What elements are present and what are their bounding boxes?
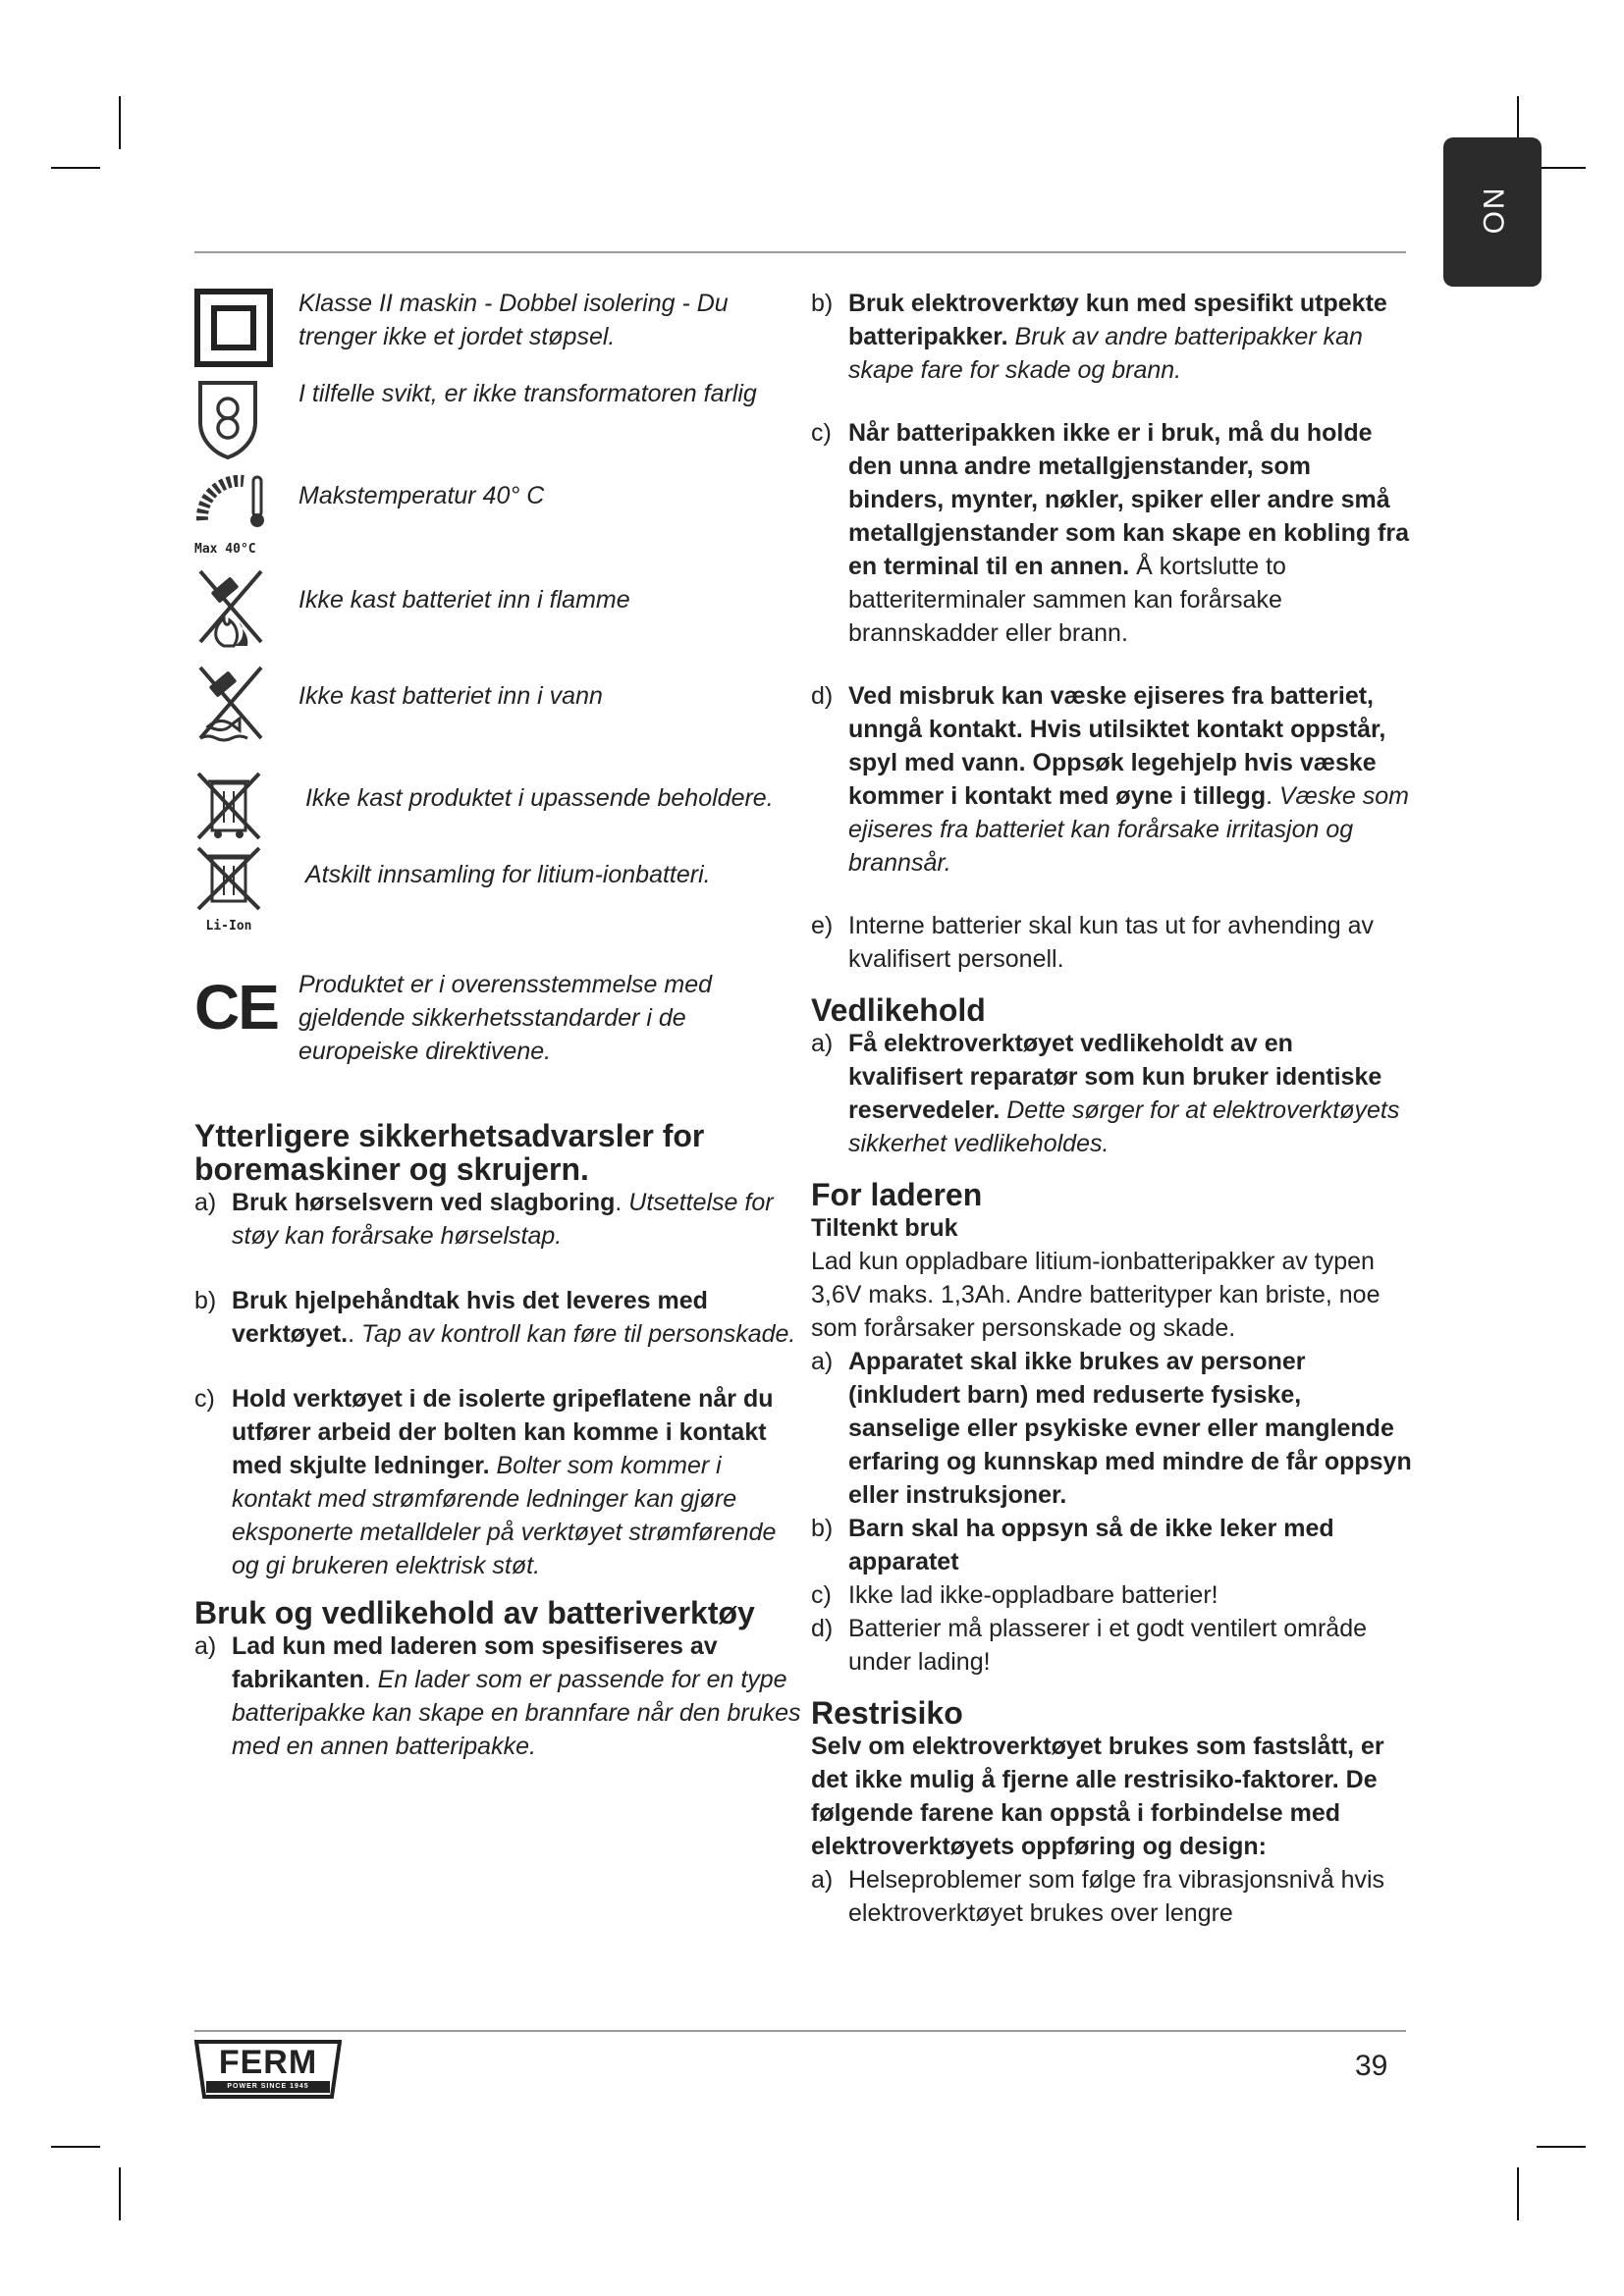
item-label: c): [811, 1581, 832, 1609]
item-label: e): [811, 912, 834, 939]
symbol-text: I tilfelle svikt, er ikke transformatoren farlig: [298, 380, 757, 407]
item-label: a): [811, 1348, 834, 1375]
section-title-charger: For laderen: [811, 1177, 983, 1212]
item-italic: En lader som er passende for en type batteripakke kan skape en brannfare når den brukes med en annen batteripakke.: [232, 1666, 801, 1760]
language-code: NO: [1477, 187, 1509, 237]
symbol-row: [194, 669, 803, 770]
item-normal: .: [363, 1666, 371, 1693]
symbol-text: Produktet er i overensstemmelse med gjeldende sikkerhetsstandarder i de europeiske direktivene.: [298, 971, 713, 1065]
crop-mark: [119, 96, 121, 149]
class-ii-icon: [194, 289, 273, 367]
item-italic: Dette sørger for at elektroverktøyets sikkerhet vedlikeholdes.: [848, 1096, 1400, 1157]
item-normal: Batterier må plasserer i et godt ventilert område under lading!: [848, 1615, 1368, 1676]
item-normal: .: [348, 1320, 355, 1348]
section-subtitle-charger: Tiltenkt bruk: [811, 1214, 958, 1242]
top-rule: [194, 251, 1406, 253]
crossed-bin-icon: [194, 770, 263, 842]
item-label: a): [194, 1189, 217, 1216]
list-item: [194, 1629, 803, 1763]
crop-mark: [1517, 2167, 1519, 2220]
list-item: [811, 1027, 1412, 1160]
section-title-battery: Bruk og vedlikehold av batteriverktøy: [194, 1595, 755, 1630]
ferm-logo: [194, 2038, 342, 2101]
symbol-row: [194, 473, 803, 571]
bottom-rule: [194, 2030, 1406, 2032]
list-item: [811, 1345, 1412, 1512]
symbol-text: Makstemperatur 40° C: [298, 482, 545, 509]
item-label: b): [811, 1515, 834, 1542]
item-bold: Når batteripakken ikke er i bruk, må du holde den unna andre metallgjenstander, som binders, mynter, nøkler, spiker eller andre små metallgjenstander som kan skape en kobling fra en terminal til en annen.: [848, 419, 1410, 580]
list-item: [194, 1186, 803, 1253]
li-ion-bin-icon: [194, 846, 263, 934]
ce-mark-icon: CE: [194, 972, 278, 1042]
li-ion-label: Li-Ion: [205, 919, 252, 934]
symbol-row: [194, 858, 803, 968]
item-label: c): [194, 1385, 215, 1413]
no-fire-icon: [194, 565, 267, 648]
section-title-maintenance: Vedlikehold: [811, 992, 986, 1028]
item-bold: Apparatet skal ikke brukes av personer (inkludert barn) med reduserte fysiske, sanselige eller psykiske evner eller manglende erfaring og kunnskap med mindre de får oppsyn eller instruksjoner.: [848, 1348, 1412, 1509]
max-temp-icon: [194, 471, 273, 557]
crop-mark: [51, 2146, 100, 2148]
list-item: [811, 1578, 1412, 1612]
no-water-icon: [194, 662, 267, 744]
item-bold: Lad kun med laderen som spesifiseres av fabrikanten: [232, 1632, 718, 1693]
list-item: [811, 1863, 1412, 1930]
logo-text: FERM: [218, 2044, 318, 2081]
item-normal: Ikke lad ikke-oppladbare batterier!: [848, 1581, 1218, 1609]
symbol-text: Klasse II maskin - Dobbel isolering - Du trenger ikke et jordet støpsel.: [298, 290, 729, 350]
list-item: [811, 679, 1412, 880]
item-label: b): [194, 1287, 217, 1314]
item-label: b): [811, 290, 834, 317]
transformer-icon: [194, 377, 261, 459]
item-bold: Bruk elektroverktøy kun med spesifikt utpekte batteripakker.: [848, 290, 1387, 350]
max-temp-label: Max 40°C: [194, 542, 256, 557]
charger-intro: Lad kun oppladbare litium-ionbatteripakker av typen 3,6V maks. 1,3Ah. Andre batterityper kan briste, noe som forårsaker personskade og skade.: [811, 1248, 1380, 1342]
item-label: d): [811, 1615, 834, 1642]
section-title-drill: Ytterligere sikkerhetsadvarsler for boremaskiner og skrujern.: [194, 1118, 705, 1187]
item-normal: Interne batterier skal kun tas ut for avhending av kvalifisert personell.: [848, 912, 1375, 973]
item-label: d): [811, 682, 834, 710]
item-italic: Bolter som kommer i kontakt med strømførende ledninger kan gjøre eksponerte metalldeler på verktøyet strømførende og gi brukeren elektrisk støt.: [232, 1452, 777, 1579]
symbol-row: [194, 287, 803, 377]
crop-mark: [1537, 167, 1586, 169]
item-bold: Bruk hørselsvern ved slagboring: [232, 1189, 616, 1216]
section-title-risk: Restrisiko: [811, 1695, 963, 1731]
crop-mark: [1537, 2146, 1586, 2148]
item-normal: Helseproblemer som følge fra vibrasjonsnivå hvis elektroverktøyet brukes over lengre: [848, 1866, 1385, 1927]
crop-mark: [119, 2167, 121, 2220]
list-item: [194, 1382, 803, 1582]
item-bold: Ved misbruk kan væske ejiseres fra batteriet, unngå kontakt. Hvis utilsiktet kontakt oppstår, spyl med vann. Oppsøk legehjelp hvis væske kommer i kontakt med øyne i tillegg: [848, 682, 1386, 810]
right-column: [811, 287, 1412, 1930]
risk-intro: Selv om elektroverktøyet brukes som fastslått, er det ikke mulig å fjerne alle restrisiko-faktorer. De følgende farene kan oppstå i forbindelse med elektroverktøyets oppføring og design:: [811, 1733, 1384, 1860]
item-bold: Hold verktøyet i de isolerte gripeflatene når du utfører arbeid der bolten kan komme i kontakt med skjulte ledninger.: [232, 1385, 774, 1479]
list-item: [811, 1512, 1412, 1578]
item-italic: Utsettelse for støy kan forårsake hørselstap.: [232, 1189, 774, 1250]
item-normal: .: [1266, 782, 1273, 810]
symbol-text: Ikke kast produktet i upassende beholdere.: [298, 784, 774, 812]
item-normal: Å kortslutte to batteriterminaler sammen kan forårsake brannskadder eller brann.: [848, 553, 1286, 647]
symbol-row: [194, 571, 803, 669]
list-item: [811, 909, 1412, 976]
item-italic: Væske som ejiseres fra batteriet kan forårsake irritasjon og brannsår.: [848, 782, 1409, 877]
item-label: c): [811, 419, 832, 447]
symbol-row: [194, 377, 803, 473]
item-bold: Få elektroverktøyet vedlikeholdt av en kvalifisert reparatør som kun bruker identiske reservedeler.: [848, 1030, 1382, 1124]
item-normal: .: [615, 1189, 623, 1216]
language-tab: [1443, 137, 1542, 287]
list-item: [811, 1612, 1412, 1679]
logo-tagline: POWER SINCE 1945: [227, 2083, 309, 2090]
crop-mark: [51, 167, 100, 169]
symbol-text: Ikke kast batteriet inn i vann: [298, 682, 603, 710]
symbol-text: Ikke kast batteriet inn i flamme: [298, 586, 630, 614]
item-label: a): [194, 1632, 217, 1660]
item-label: a): [811, 1030, 834, 1057]
item-bold: Barn skal ha oppsyn så de ikke leker med apparatet: [848, 1515, 1334, 1575]
symbol-row: [194, 968, 803, 1119]
item-italic: Bruk av andre batteripakker kan skape fare for skade og brann.: [848, 323, 1363, 384]
item-bold: Bruk hjelpehåndtak hvis det leveres med verktøyet.: [232, 1287, 708, 1348]
symbol-row: [194, 770, 803, 858]
page-number: 39: [1355, 2050, 1388, 2082]
item-label: a): [811, 1866, 834, 1894]
symbol-text: Atskilt innsamling for litium-ionbatteri.: [298, 861, 711, 888]
list-item: [194, 1284, 803, 1351]
item-italic: Tap av kontroll kan føre til personskade.: [354, 1320, 796, 1348]
left-column: [194, 287, 803, 1763]
list-item: [811, 416, 1412, 650]
list-item: [811, 287, 1412, 387]
